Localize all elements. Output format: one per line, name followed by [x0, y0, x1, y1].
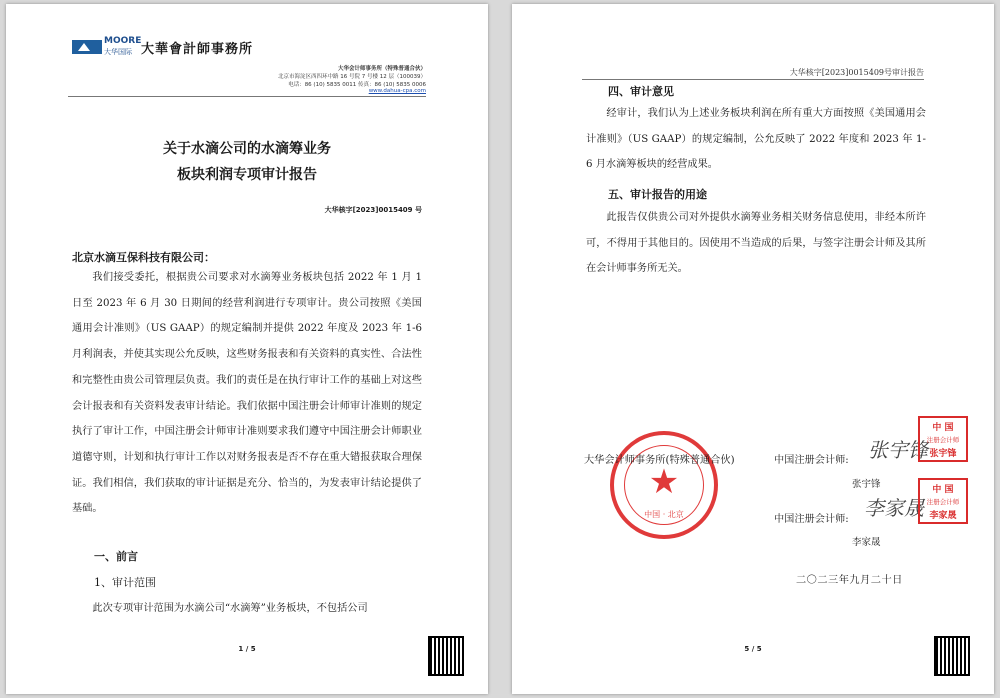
firm-website-link[interactable]: www.dahua-cpa.com [368, 88, 426, 94]
section-heading-report-use: 五、审计报告的用途 [608, 188, 707, 201]
cpa-name-1: 张宇锋 [852, 479, 881, 490]
firm-seal-stamp [610, 431, 718, 539]
header-divider [582, 79, 924, 80]
star-icon: ★ [648, 462, 680, 502]
logo-subtext: 大华国际 [104, 48, 132, 56]
page-number: 1 / 5 [238, 645, 256, 653]
report-title-line-2: 板块利润专项审计报告 [177, 167, 317, 183]
firm-name-line: 大华会计师事务所（特殊普通合伙） [337, 66, 426, 72]
cpa-stamp-1: 中 国 注册会计师 张宇锋 [918, 416, 968, 462]
qr-code-icon [428, 636, 464, 676]
firm-calligraphy-logo: 大華會計師事務所 [141, 42, 254, 57]
handwritten-signature-2: 李家晟 [864, 496, 924, 520]
section-heading-preface: 一、前言 [94, 550, 138, 563]
cpa-name-2: 李家晟 [852, 537, 881, 548]
document-page-1 [6, 4, 488, 694]
cpa-stamp-2: 中 国 注册会计师 李家晟 [918, 478, 968, 524]
addressee: 北京水滴互保科技有限公司： [72, 251, 215, 264]
cpa-label-1: 中国注册会计师: [774, 455, 849, 466]
moore-logo-icon [72, 40, 102, 54]
section-heading-audit-opinion: 四、审计意见 [608, 85, 674, 98]
cpa-label-2: 中国注册会计师: [774, 514, 849, 525]
seal-city: 中国 · 北京 [644, 510, 684, 519]
logo-text: MOORE [104, 36, 142, 46]
page-number: 5 / 5 [744, 645, 762, 653]
report-title-line-1: 关于水滴公司的水滴筹业务 [163, 141, 331, 157]
firm-address-line: 北京市海淀区西四环中路 16 号院 7 号楼 12 层（100039） [278, 74, 426, 80]
running-header: 大华核字[2023]0015409号审计报告 [789, 68, 924, 77]
document-page-5 [512, 4, 994, 694]
intro-paragraph: 我们接受委托，根据贵公司要求对水滴筹业务板块包括 2022 年 1 月 1 日至 2023 年 6 月 30 日期间的经营利润进行专项审计。贵公司按照《美国通用会计准则》（US GAAP）的规定编制并提供 2022 年度及 2023 年 1-6 月利润表，并使其实现公允反映，这些财务报表和有关资料的真实性、合法性和完整性由贵公司管理层负责。我们的责任是在执行审计工作的基础上对这些会计报表和有关资料发表审计结论。我们依据中国注册会计师审计准则的规定执行了审计工作，中国注册会计师审计准则要求我们遵守中国注册会计师职业道德守则，计划和执行审计工作以对财务报表是否不存在重大错报获取合理保证。我们相信，我们获取的审计证据是充分、恰当的，为发表审计结论提供了基础。 [72, 272, 422, 515]
scope-paragraph: 此次专项审计范围为水滴公司“水滴筹”业务板块，不包括公司 [92, 603, 368, 614]
handwritten-signature-1: 张宇锋 [868, 438, 928, 462]
report-reference-number: 大华核字[2023]0015409 号 [324, 206, 422, 214]
firm-signature-line: 大华会计师事务所(特殊普通合伙) [584, 455, 735, 466]
report-use-paragraph: 此报告仅供贵公司对外提供水滴筹业务相关财务信息使用，非经本所许可，不得用于其他目的。因使用不当造成的后果，与签字注册会计师及其所在会计师事务所无关。 [586, 212, 926, 275]
qr-code-icon [934, 636, 970, 676]
audit-opinion-paragraph: 经审计，我们认为上述业务板块利润在所有重大方面按照《美国通用会计准则》（US GAAP）的规定编制，公允反映了 2022 年度和 2023 年 1-6 月水滴筹板块的经营成果。 [586, 108, 926, 171]
subsection-audit-scope: 1、审计范围 [94, 576, 156, 589]
report-date: 二〇二三年九月二十日 [796, 575, 903, 586]
firm-phone-line: 电话：86 (10) 5835 0011 传真：86 (10) 5835 0006 [288, 82, 426, 88]
header-divider [68, 96, 426, 97]
